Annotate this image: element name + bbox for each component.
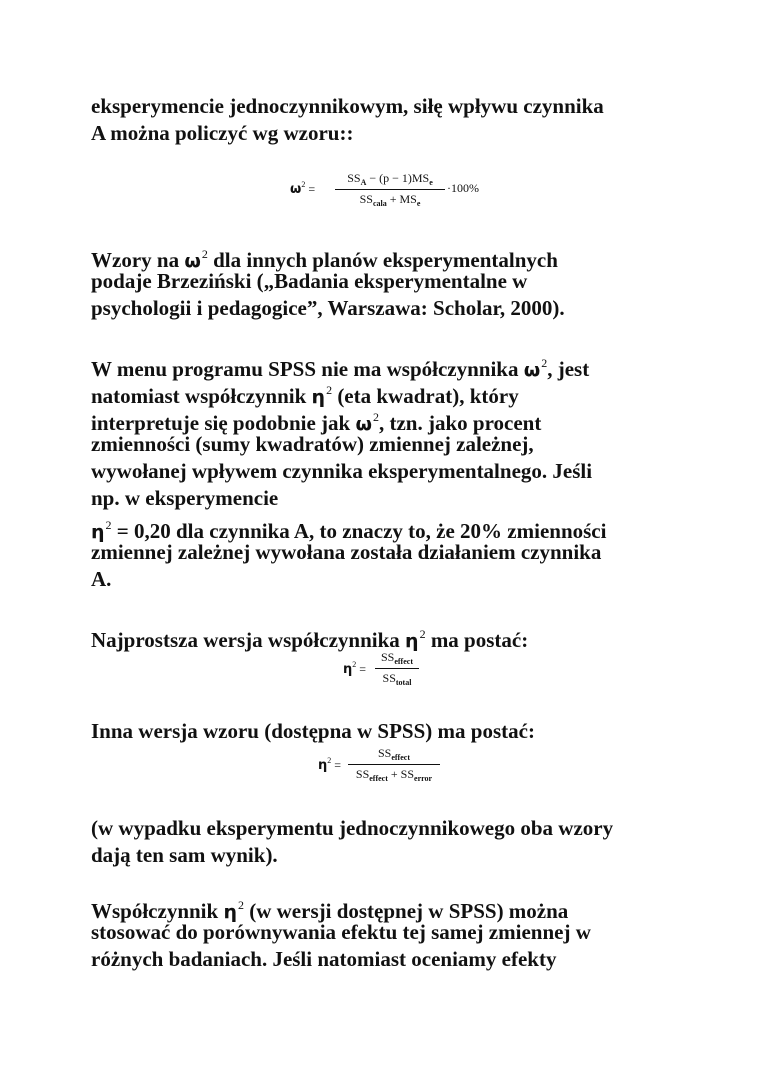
formula-lhs [290,180,315,197]
text-line: (w wypadku eksperymentu jednoczynnikowego oba wzory [91,816,614,840]
text-line: różnych badaniach. Jeśli natomiast oceniamy efekty [91,947,557,971]
exponent: 2 [372,410,379,424]
text-run: (w wersji dostępnej w SPSS) można [243,899,569,923]
paragraph-comparison [91,892,681,973]
text-line [91,892,681,923]
text-line [91,377,681,408]
text-line [91,512,681,543]
paragraph-same-result [91,815,681,869]
term: SS [377,746,392,760]
eta-symbol: η [405,630,419,652]
text-run: , tzn. jako procent [378,411,542,435]
subscript: A [360,178,367,187]
omega-symbol: ω [523,359,541,381]
text-line: stosować do porównywania efektu tej samej zmiennej w [91,920,591,944]
term: + SS [387,767,415,781]
text-run: , jest [547,357,590,381]
exponent: 2 [301,180,306,189]
text-run: dla innych planów eksperymentalnych [207,248,558,272]
term: SS [380,650,395,664]
subscript: effect [369,774,388,783]
text-run: (eta kwadrat), który [332,384,519,408]
text-line [91,241,681,272]
text-run: interpretuje się podobnie jak [91,411,356,435]
eta-symbol: η [318,758,328,773]
formula-omega-squared [290,170,480,216]
text-run: Wzory na [91,248,185,272]
equals-sign: = [359,662,367,676]
fraction [348,746,440,783]
formula-eta-spss [318,746,448,788]
paragraph-omega-intro [91,93,681,147]
subscript: effect [394,657,413,666]
text-run: ma postać: [425,628,529,652]
term: SS [382,671,396,685]
subscript: cala [372,199,387,208]
fraction-denominator [335,190,445,208]
text-line: zmienności (sumy kwadratów) zmiennej zależnej, [91,432,534,456]
text-line: psychologii i pedagogice”, Warszawa: Scholar, 2000). [91,296,565,320]
omega-symbol: ω [355,413,372,435]
equals-sign: = [334,758,342,772]
text-line: eksperymencie jednoczynnikowym, siłę wpływu czynnika [91,94,604,118]
text-run: = 0,20 dla czynnika A, to znaczy to, że 20% zmienności [111,519,607,543]
formula-multiplier: ·100% [447,181,479,195]
term: SS [355,767,370,781]
text-line: A można policzyć wg wzoru:: [91,121,354,145]
eta-symbol: η [311,386,326,408]
term: SS [347,171,361,185]
text-run: Współczynnik [91,899,224,923]
equals-sign: = [308,182,316,196]
exponent: 2 [327,756,332,765]
text-run: natomiast współczynnik [91,384,312,408]
paragraph-spss-eta [91,350,681,593]
text-line [91,350,681,381]
text-run: Najprostsza wersja współczynnika [91,628,406,652]
exponent: 2 [326,383,333,397]
exponent: 2 [419,627,426,641]
exponent: 2 [237,898,244,912]
subscript: e [416,199,421,208]
formula-eta-simple [343,650,423,690]
exponent: 2 [541,356,548,370]
fraction-denominator [348,765,440,783]
term: − (p − 1)MS [366,171,430,185]
eta-symbol: η [223,901,237,923]
formula-lhs [343,660,366,677]
text-run: W menu programu SPSS nie ma współczynnika [91,357,524,381]
text-line: zmiennej zależnej wywołana została działaniem czynnika [91,540,602,564]
subscript: e [429,178,433,187]
text-line: dają ten sam wynik). [91,843,278,867]
text-line: wywołanej wpływem czynnika eksperymentalnego. Jeśli [91,459,593,483]
subscript: error [414,774,433,783]
text-line: A. [91,567,112,591]
text-line: podaje Brzeziński („Badania eksperymentalne w [91,269,528,293]
text-line: Inna wersja wzoru (dostępna w SPSS) ma postać: [91,719,535,743]
subscript: effect [391,753,410,762]
omega-symbol: ω [184,250,201,272]
fraction-numerator [375,650,419,668]
exponent: 2 [105,518,112,532]
text-line: np. w eksperymencie [91,486,279,510]
fraction-numerator [335,171,445,189]
paragraph-simplest-eta [91,621,681,652]
term: SS [359,192,373,206]
fraction-denominator [375,669,419,687]
text-line [91,621,681,652]
paragraph-brzezinski [91,241,681,322]
exponent: 2 [352,660,357,669]
exponent: 2 [201,247,208,261]
formula-lhs [318,756,341,773]
subscript: total [395,678,412,687]
paragraph-other-version [91,718,681,745]
term: + MS [386,192,417,206]
fraction [335,171,445,208]
fraction [375,650,419,687]
eta-symbol: η [91,521,105,543]
text-line [91,404,681,435]
omega-symbol: ω [290,182,302,197]
eta-symbol: η [343,662,353,677]
fraction-numerator [348,746,440,764]
